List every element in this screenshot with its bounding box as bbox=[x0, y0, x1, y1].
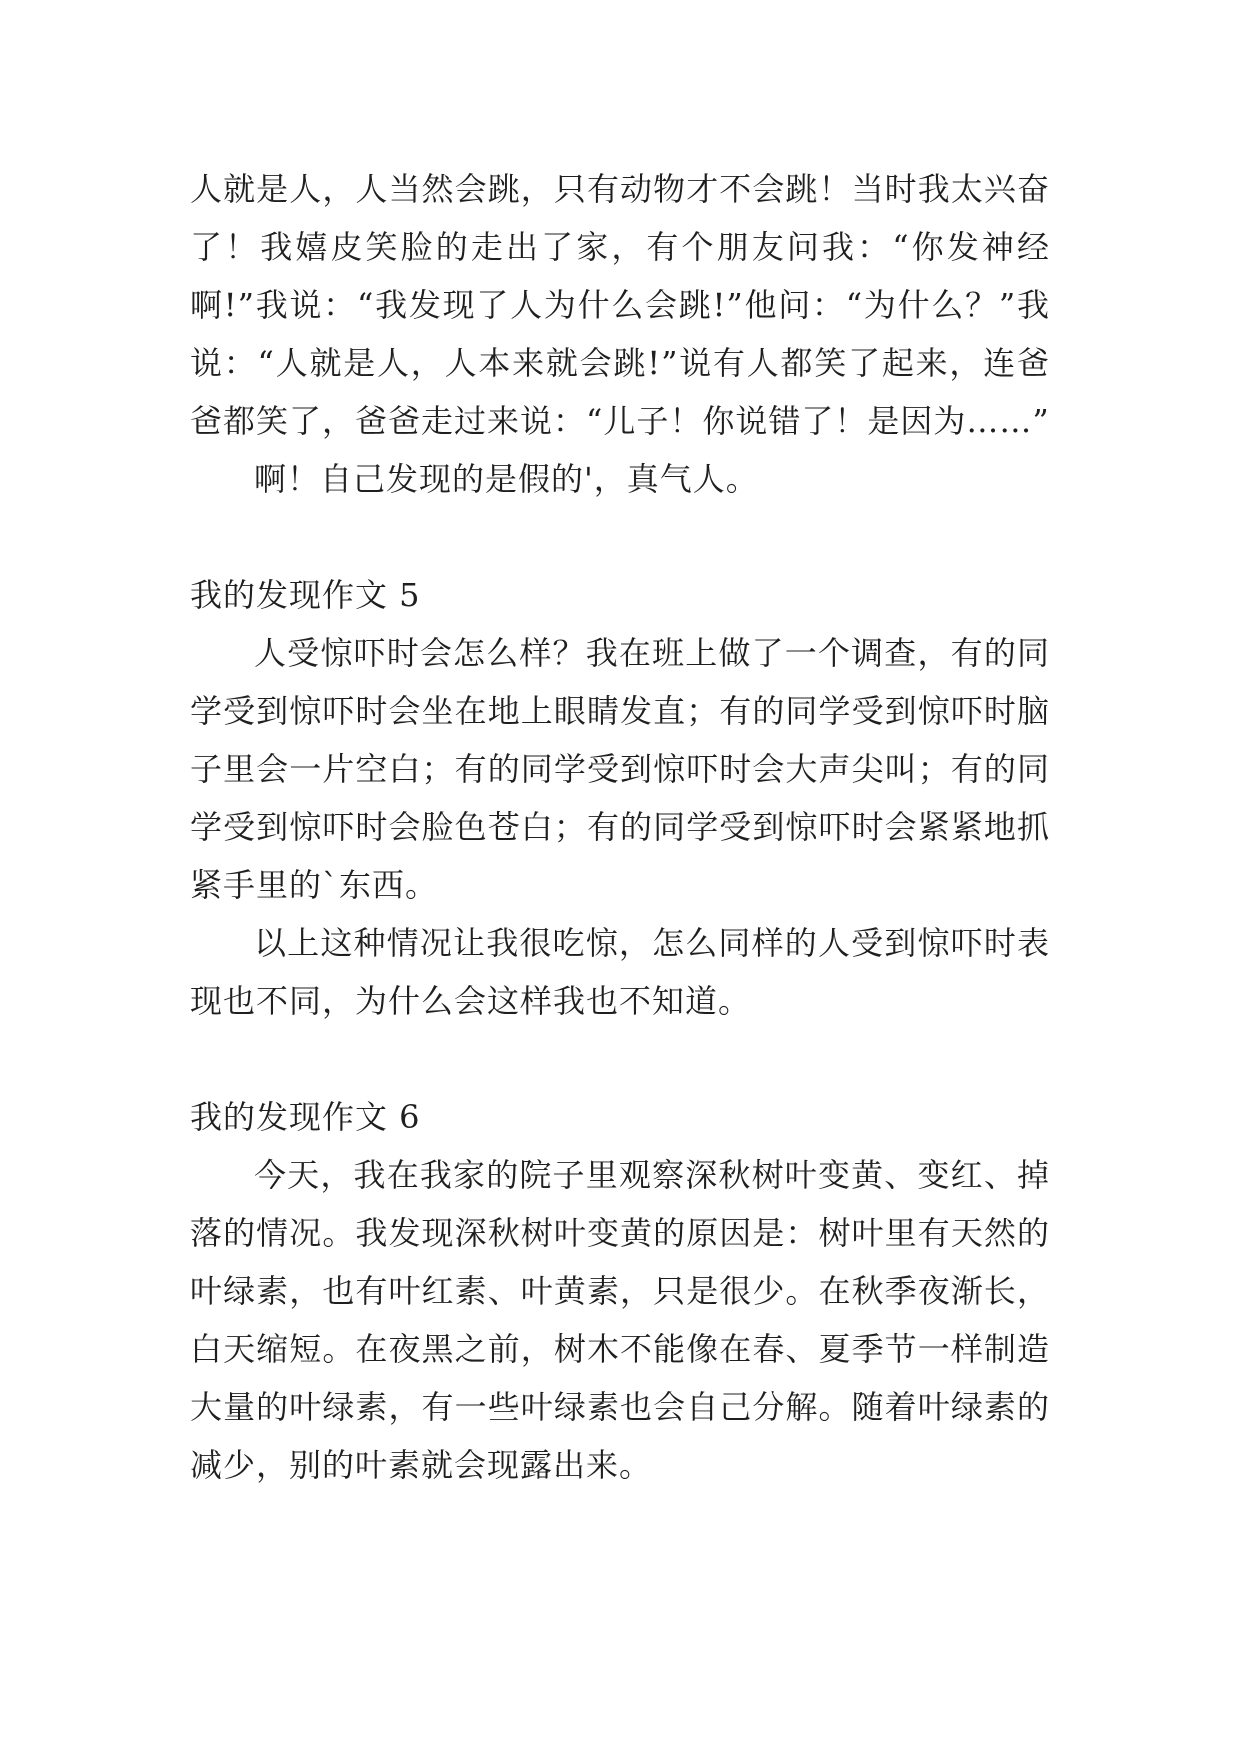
document-body bbox=[190, 160, 1050, 1494]
paragraph-jump-conclusion: 啊！自己发现的是假的'，真气人。 bbox=[254, 460, 759, 498]
section-heading-essay-5: 我的发现作文 5 bbox=[190, 576, 421, 614]
paragraph-jump-story: 人就是人，人当然会跳，只有动物才不会跳！当时我太兴奋了！我嬉皮笑脸的走出了家，有个朋友问我：“你发神经啊!”我说：“我发现了人为什么会跳!”他问：“为什么？”我说：“人就是人，人本来就会跳!”说有人都笑了起来，连爸爸都笑了，爸爸走过来说：“儿子！你说错了！是因为……” bbox=[190, 170, 1050, 440]
paragraph-fright-conclusion: 以上这种情况让我很吃惊，怎么同样的人受到惊吓时表现也不同，为什么会这样我也不知道。 bbox=[190, 924, 1050, 1020]
section-heading-essay-6: 我的发现作文 6 bbox=[190, 1098, 421, 1136]
paragraph-fright-survey: 人受惊吓时会怎么样？我在班上做了一个调查，有的同学受到惊吓时会坐在地上眼睛发直；有的同学受到惊吓时脑子里会一片空白；有的同学受到惊吓时会大声尖叫；有的同学受到惊吓时会脸色苍白；有的同学受到惊吓时会紧紧地抓紧手里的`东西。 bbox=[190, 634, 1050, 904]
paragraph-autumn-leaves: 今天，我在我家的院子里观察深秋树叶变黄、变红、掉落的情况。我发现深秋树叶变黄的原因是：树叶里有天然的叶绿素，也有叶红素、叶黄素，只是很少。在秋季夜渐长，白天缩短。在夜黑之前，树木不能像在春、夏季节一样制造大量的叶绿素，有一些叶绿素也会自己分解。随着叶绿素的减少，别的叶素就会现露出来。 bbox=[190, 1156, 1050, 1484]
